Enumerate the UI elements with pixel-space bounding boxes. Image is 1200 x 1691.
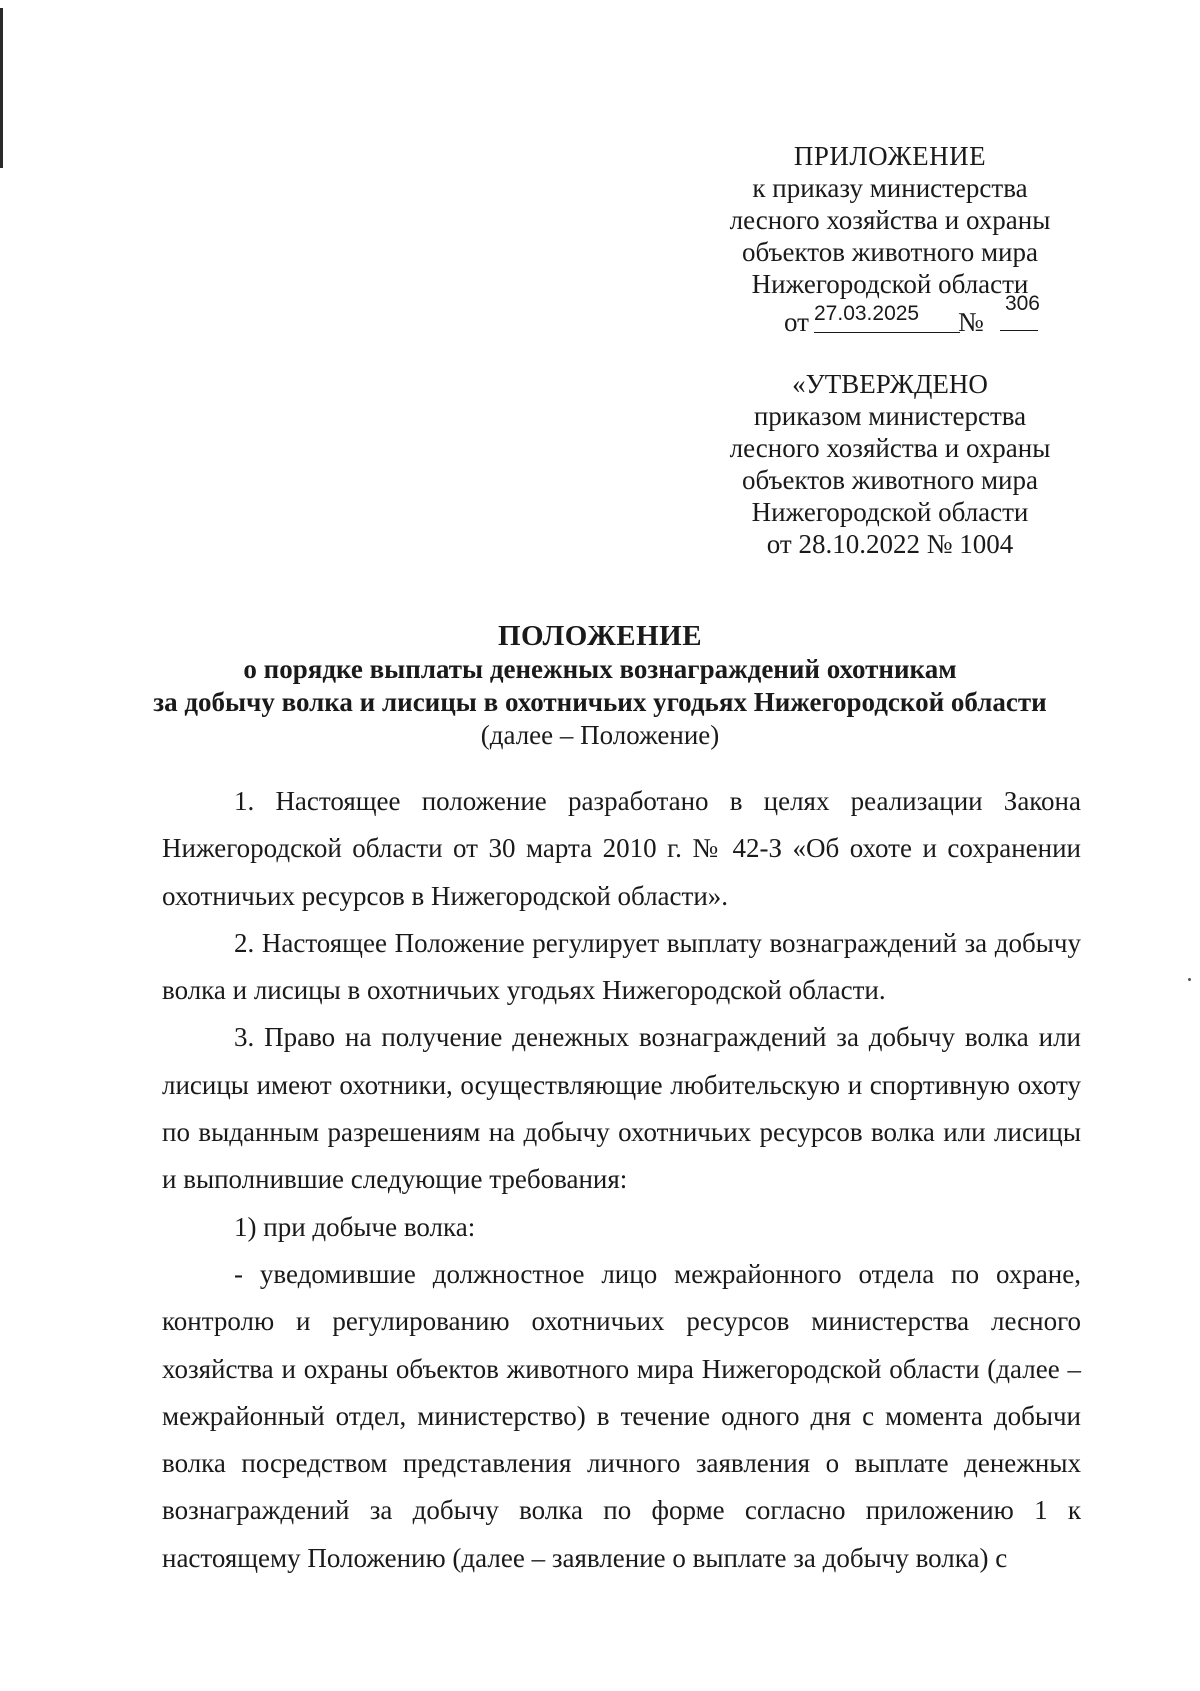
scan-edge-mark bbox=[0, 8, 3, 168]
order-number: 306 bbox=[1004, 292, 1040, 315]
approved-line: объектов животного мира bbox=[742, 465, 1038, 495]
approved-line: приказом министерства bbox=[753, 401, 1027, 431]
order-prefix: от bbox=[784, 307, 809, 337]
document-body bbox=[162, 778, 1081, 1582]
document-title-block bbox=[140, 620, 1060, 752]
document-subtitle-line-2: за добычу волка и лисицы в охотничьих угодьях Нижегородской области bbox=[153, 687, 1047, 717]
approved-block bbox=[700, 368, 1080, 560]
approved-line: лесного хозяйства и охраны bbox=[729, 433, 1051, 463]
order-reference bbox=[700, 292, 1080, 337]
order-number-sign: № bbox=[958, 307, 984, 337]
document-subtitle-note: (далее – Положение) bbox=[480, 720, 720, 750]
attachment-line: лесного хозяйства и охраны bbox=[729, 205, 1051, 235]
paragraph: 1. Настоящее положение разработано в целях реализации Закона Нижегородской области от 30 марта 2010 г. № 42-З «Об охоте и сохранении охотничьих ресурсов в Нижегородской области». bbox=[162, 786, 1081, 911]
attachment-line: объектов животного мира bbox=[742, 237, 1038, 267]
document-subtitle-line-1: о порядке выплаты денежных вознаграждений охотникам bbox=[243, 654, 957, 684]
attachment-line: Нижегородской области bbox=[751, 269, 1029, 299]
approved-heading: «УТВЕРЖДЕНО bbox=[792, 369, 988, 399]
approved-date-number: от 28.10.2022 № 1004 bbox=[766, 529, 1014, 559]
paragraph: 2. Настоящее Положение регулирует выплату вознаграждений за добычу волка и лисицы в охотничьих угодьях Нижегородской области. bbox=[162, 927, 1081, 1006]
order-number-underline bbox=[1000, 330, 1038, 331]
attachment-block bbox=[700, 140, 1080, 337]
scan-speck-mark bbox=[1188, 978, 1191, 981]
attachment-line: к приказу министерства bbox=[752, 173, 1028, 203]
paragraph: 3. Право на получение денежных вознаграждений за добычу волка или лисицы имеют охотники, осуществляющие любительскую и спортивную охоту по выданным разрешениям на добычу охотничьих ресурсов волка или лисицы и выполнившие следующие требования: bbox=[162, 1022, 1081, 1195]
paragraph: 1) при добыче волка: bbox=[234, 1211, 476, 1242]
order-date: 27.03.2025 bbox=[814, 298, 960, 333]
paragraph: - уведомившие должностное лицо межрайонного отдела по охране, контролю и регулированию охотничьих ресурсов министерства лесного хозяйства и охраны объектов животного мира Нижегородской области (далее – межрайонный отдел, министерство) в течение одного дня с момента добычи волка посредством представления личного заявления о выплате денежных вознаграждений за добычу волка по форме согласно приложению 1 к настоящему Положению (далее – заявление о выплате за добычу волка) с bbox=[162, 1258, 1081, 1573]
approved-line: Нижегородской области bbox=[751, 497, 1029, 527]
document-title: ПОЛОЖЕНИЕ bbox=[497, 620, 703, 652]
attachment-heading: ПРИЛОЖЕНИЕ bbox=[793, 141, 987, 171]
